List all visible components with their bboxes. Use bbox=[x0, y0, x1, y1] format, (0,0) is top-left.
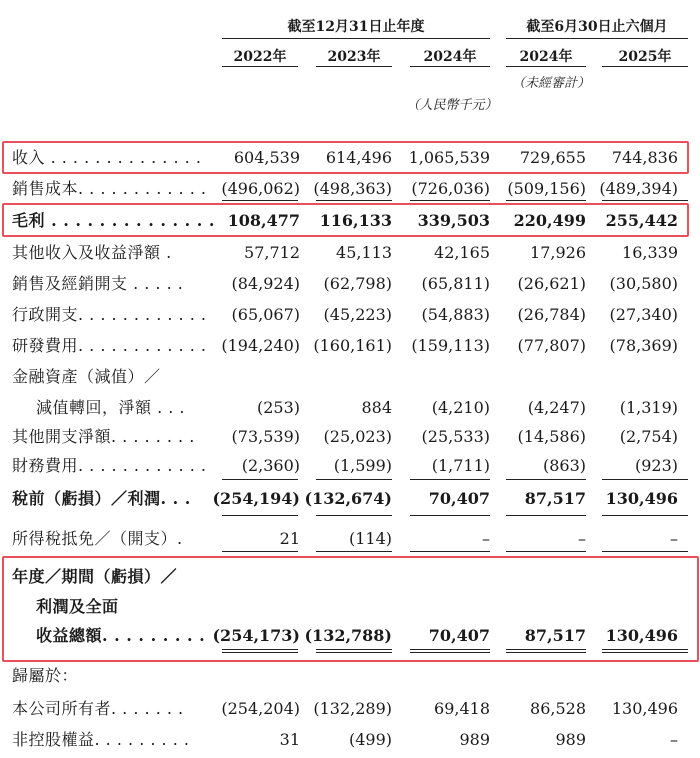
subtotal-underline bbox=[506, 551, 586, 552]
row-label: 本公司所有者. . . . . . . bbox=[12, 699, 184, 718]
row-value: (253) bbox=[256, 398, 300, 417]
col-header-2022: 2022年 bbox=[233, 49, 287, 65]
total-double-underline bbox=[602, 649, 688, 650]
row-value: 220,499 bbox=[513, 211, 586, 230]
subtotal-underline bbox=[222, 551, 298, 552]
row-value: 339,503 bbox=[417, 211, 490, 230]
row-value: – bbox=[670, 529, 678, 548]
row-value: (132,788) bbox=[304, 626, 392, 645]
table-row bbox=[0, 331, 700, 361]
subtotal-underline bbox=[222, 200, 298, 201]
subtotal-underline bbox=[602, 479, 688, 480]
subtotal-underline bbox=[602, 515, 688, 516]
row-value: (159,113) bbox=[411, 336, 490, 355]
row-value: 989 bbox=[555, 730, 586, 749]
row-label: 利潤及全面 bbox=[36, 597, 119, 616]
subtotal-underline bbox=[506, 200, 586, 201]
row-value: 744,836 bbox=[611, 148, 678, 167]
subtotal-underline bbox=[316, 200, 392, 201]
row-label: 行政開支. . . . . . . . . . . . bbox=[12, 305, 207, 324]
row-value: (78,369) bbox=[609, 336, 678, 355]
row-value: 70,407 bbox=[428, 626, 490, 645]
subtotal-underline bbox=[222, 515, 298, 516]
row-value: 255,442 bbox=[605, 211, 678, 230]
total-double-underline bbox=[316, 652, 392, 653]
row-label: 收入 . . . . . . . . . . . . . . bbox=[12, 148, 202, 167]
row-value: 87,517 bbox=[524, 626, 586, 645]
table-row bbox=[0, 269, 700, 299]
row-value: (863) bbox=[542, 456, 586, 475]
row-value: 130,496 bbox=[605, 626, 678, 645]
col-underline-4 bbox=[506, 66, 586, 67]
header-group-half-underline bbox=[506, 38, 688, 39]
row-label: 年度／期間（虧損）／ bbox=[12, 567, 178, 586]
row-value: 116,133 bbox=[319, 211, 392, 230]
row-value: (2,360) bbox=[241, 456, 300, 475]
total-double-underline bbox=[222, 649, 298, 650]
subtotal-underline bbox=[506, 479, 586, 480]
row-value: (254,194) bbox=[212, 489, 300, 508]
row-value: (498,363) bbox=[313, 179, 392, 198]
col-header-2024: 2024年 bbox=[423, 49, 477, 65]
row-value: (26,784) bbox=[517, 305, 586, 324]
subtotal-underline bbox=[222, 479, 298, 480]
row-value: (1,599) bbox=[333, 456, 392, 475]
row-value: – bbox=[578, 529, 586, 548]
row-value: (496,062) bbox=[221, 179, 300, 198]
row-value: 16,339 bbox=[622, 243, 678, 262]
table-row bbox=[0, 524, 700, 554]
row-value: (509,156) bbox=[507, 179, 586, 198]
row-value: 614,496 bbox=[325, 148, 392, 167]
table-row bbox=[0, 362, 700, 392]
row-value: (45,223) bbox=[323, 305, 392, 324]
row-value: (132,674) bbox=[304, 489, 392, 508]
subtotal-underline bbox=[602, 551, 688, 552]
row-value: (160,161) bbox=[313, 336, 392, 355]
row-value: (923) bbox=[634, 456, 678, 475]
row-value: (65,067) bbox=[231, 305, 300, 324]
row-label: 減值轉回，淨額 . . . bbox=[36, 398, 186, 417]
row-value: 70,407 bbox=[428, 489, 490, 508]
row-value: (4,210) bbox=[431, 398, 490, 417]
row-label: 所得稅抵免／（開支）. bbox=[12, 529, 183, 548]
total-double-underline bbox=[602, 652, 688, 653]
row-label: 毛利 . . . . . . . . . . . . . . bbox=[12, 211, 215, 230]
row-value: (30,580) bbox=[609, 274, 678, 293]
row-value: 45,113 bbox=[336, 243, 392, 262]
currency-note: （人民幣千元） bbox=[406, 98, 498, 113]
total-double-underline bbox=[316, 649, 392, 650]
col-header-2024-half: 2024年 bbox=[519, 49, 573, 65]
total-double-underline bbox=[506, 652, 586, 653]
row-label: 非控股權益. . . . . . . . . bbox=[12, 730, 190, 749]
row-value: (194,240) bbox=[221, 336, 300, 355]
subtotal-underline bbox=[316, 479, 392, 480]
row-value: (489,394) bbox=[599, 179, 678, 198]
row-value: – bbox=[670, 730, 678, 749]
row-label: 銷售成本. . . . . . . . . . . . bbox=[12, 179, 207, 198]
row-value: 86,528 bbox=[530, 699, 586, 718]
subtotal-underline bbox=[602, 200, 688, 201]
row-value: (77,807) bbox=[517, 336, 586, 355]
subtotal-underline bbox=[410, 479, 490, 480]
col-underline-3 bbox=[410, 66, 490, 67]
row-label: 財務費用. . . . . . . . . . . . bbox=[12, 456, 207, 475]
table-row bbox=[0, 300, 700, 330]
row-value: 1,065,539 bbox=[408, 148, 490, 167]
total-double-underline bbox=[410, 652, 490, 653]
row-label: 金融資產（減值）／ bbox=[12, 367, 161, 386]
table-row bbox=[0, 484, 700, 514]
row-label: 歸屬於： bbox=[12, 666, 79, 685]
row-value: (499) bbox=[348, 730, 392, 749]
row-value: (26,621) bbox=[517, 274, 586, 293]
row-label: 收益總額. . . . . . . . . bbox=[36, 626, 206, 645]
row-value: 604,539 bbox=[233, 148, 300, 167]
highlight-total-comprehensive bbox=[2, 556, 699, 662]
subtotal-underline bbox=[410, 515, 490, 516]
row-value: 130,496 bbox=[611, 699, 678, 718]
table-row bbox=[0, 725, 700, 755]
row-value: (254,204) bbox=[221, 699, 300, 718]
col-header-2025-half: 2025年 bbox=[618, 49, 672, 65]
row-value: (27,340) bbox=[609, 305, 678, 324]
row-label: 研發費用. . . . . . . . . . . . bbox=[12, 336, 207, 355]
header-group-year: 截至12月31日止年度 bbox=[287, 19, 425, 35]
row-value: (114) bbox=[348, 529, 392, 548]
row-value: (254,173) bbox=[212, 626, 300, 645]
row-value: (25,533) bbox=[421, 427, 490, 446]
table-row bbox=[0, 393, 700, 423]
row-value: 42,165 bbox=[434, 243, 490, 262]
unaudited-note: （未經審計） bbox=[511, 76, 590, 91]
row-value: 57,712 bbox=[244, 243, 300, 262]
row-value: (73,539) bbox=[231, 427, 300, 446]
row-value: 31 bbox=[279, 730, 300, 749]
row-value: 87,517 bbox=[524, 489, 586, 508]
row-value: (2,754) bbox=[619, 427, 678, 446]
row-value: (4,247) bbox=[527, 398, 586, 417]
row-value: (84,924) bbox=[231, 274, 300, 293]
row-value: (25,023) bbox=[323, 427, 392, 446]
table-row bbox=[0, 238, 700, 268]
table-row bbox=[0, 451, 700, 481]
row-label: 稅前（虧損）／利潤. . . bbox=[12, 489, 191, 508]
row-value: – bbox=[482, 529, 490, 548]
row-value: 130,496 bbox=[605, 489, 678, 508]
subtotal-underline bbox=[316, 551, 392, 552]
row-value: (1,711) bbox=[431, 456, 490, 475]
row-value: 21 bbox=[279, 529, 300, 548]
highlight-gross-profit bbox=[2, 203, 689, 237]
row-label: 銷售及經銷開支 . . . . . bbox=[12, 274, 184, 293]
subtotal-underline bbox=[410, 551, 490, 552]
col-underline-1 bbox=[222, 66, 298, 67]
header-group-half: 截至6月30日止六個月 bbox=[526, 19, 668, 35]
row-value: (65,811) bbox=[421, 274, 490, 293]
row-value: (132,289) bbox=[313, 699, 392, 718]
row-label: 其他開支淨額. . . . . . . . bbox=[12, 427, 195, 446]
row-value: 989 bbox=[459, 730, 490, 749]
row-value: 729,655 bbox=[519, 148, 586, 167]
row-value: 69,418 bbox=[434, 699, 490, 718]
table-row bbox=[0, 661, 700, 691]
total-double-underline bbox=[506, 649, 586, 650]
total-double-underline bbox=[222, 652, 298, 653]
table-row bbox=[0, 694, 700, 724]
row-value: (54,883) bbox=[421, 305, 490, 324]
row-value: 108,477 bbox=[227, 211, 300, 230]
subtotal-underline bbox=[506, 515, 586, 516]
row-value: 17,926 bbox=[530, 243, 586, 262]
header-group-year-underline bbox=[222, 38, 490, 39]
row-value: (14,586) bbox=[517, 427, 586, 446]
row-value: 884 bbox=[361, 398, 392, 417]
row-value: (62,798) bbox=[323, 274, 392, 293]
highlight-revenue bbox=[2, 141, 689, 174]
row-label: 其他收入及收益淨額 . bbox=[12, 243, 172, 262]
col-underline-2 bbox=[316, 66, 392, 67]
total-double-underline bbox=[410, 649, 490, 650]
row-value: (1,319) bbox=[619, 398, 678, 417]
row-value: (726,036) bbox=[411, 179, 490, 198]
col-underline-5 bbox=[602, 66, 688, 67]
table-row bbox=[0, 422, 700, 452]
col-header-2023: 2023年 bbox=[327, 49, 381, 65]
subtotal-underline bbox=[410, 200, 490, 201]
subtotal-underline bbox=[316, 515, 392, 516]
